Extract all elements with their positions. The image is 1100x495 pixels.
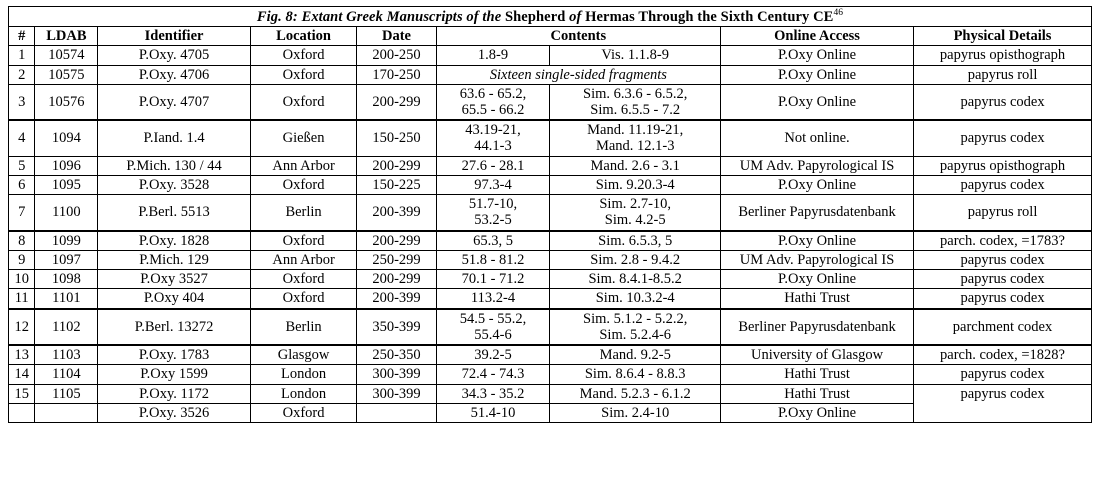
contents-description-cell: Sim. 9.20.3-4	[550, 175, 721, 194]
caption-hermas: Hermas	[585, 8, 635, 25]
ldab-link[interactable]: 1105	[52, 385, 81, 402]
location-cell: Oxford	[250, 175, 357, 194]
date-cell: 200-399	[357, 289, 436, 309]
location-cell: Oxford	[250, 84, 357, 120]
identifier-cell: P.Oxy. 4707	[98, 84, 250, 120]
table-row	[9, 175, 1092, 194]
location-cell: London	[250, 384, 357, 403]
online-access-cell	[721, 384, 914, 403]
header-online-access: Online Access	[721, 27, 914, 46]
online-access-link[interactable]: Hathi Trust	[784, 366, 850, 383]
table-row	[9, 250, 1092, 269]
header-row	[9, 27, 1092, 46]
online-access-cell	[721, 46, 914, 65]
physical-details-cell: papyrus codex	[914, 120, 1092, 156]
online-access-cell	[721, 65, 914, 84]
physical-details-cell: papyrus codex	[914, 384, 1092, 403]
header-date: Date	[357, 27, 436, 46]
table-row	[9, 403, 1092, 422]
contents-description-cell: Sim. 6.3.6 - 6.5.2, Sim. 6.5.5 - 7.2	[550, 84, 721, 120]
caption-suffix: Through the Sixth Century CE	[634, 8, 834, 25]
online-access-link[interactable]: Hathi Trust	[784, 290, 850, 307]
caption-row	[9, 7, 1092, 27]
header-ldab: LDAB	[35, 27, 98, 46]
physical-details-cell: parch. codex, =1783?	[914, 231, 1092, 251]
ldab-cell	[35, 195, 98, 231]
location-cell: Ann Arbor	[250, 156, 357, 175]
ldab-cell	[35, 309, 98, 345]
location-cell: Oxford	[250, 65, 357, 84]
online-access-link[interactable]: P.Oxy Online	[777, 404, 857, 421]
contents-reference-cell: 65.3, 5	[436, 231, 550, 251]
header-number: #	[9, 27, 35, 46]
header-identifier: Identifier	[98, 27, 250, 46]
physical-details-cell: papyrus opisthograph	[914, 46, 1092, 65]
contents-description-cell: Sim. 2.4-10	[550, 403, 721, 422]
physical-details-cell: parchment codex	[914, 309, 1092, 345]
online-access-link[interactable]: P.Oxy Online	[777, 66, 857, 83]
contents-description-cell: Mand. 5.2.3 - 6.1.2	[550, 384, 721, 403]
date-cell: 350-399	[357, 309, 436, 345]
ldab-cell	[35, 365, 98, 384]
date-cell: 200-299	[357, 270, 436, 289]
location-cell: Oxford	[250, 403, 357, 422]
online-access-link[interactable]: P.Oxy Online	[777, 93, 857, 110]
row-number: 6	[9, 175, 35, 194]
row-number: 4	[9, 120, 35, 156]
contents-description-cell: Sim. 2.8 - 9.4.2	[550, 250, 721, 269]
contents-reference-cell: 97.3-4	[436, 175, 550, 194]
ldab-cell	[35, 345, 98, 365]
table-caption	[9, 7, 1092, 27]
identifier-cell: P.Oxy. 1828	[98, 231, 250, 251]
ldab-link[interactable]: 1098	[51, 271, 81, 288]
header-physical-details: Physical Details	[914, 27, 1092, 46]
contents-description-cell: Sim. 5.1.2 - 5.2.2, Sim. 5.2.4-6	[550, 309, 721, 345]
ldab-cell	[35, 289, 98, 309]
online-access-cell	[721, 250, 914, 269]
online-access-cell	[721, 365, 914, 384]
ldab-link[interactable]: 1100	[52, 204, 81, 221]
online-access-cell	[721, 84, 914, 120]
ldab-link[interactable]: 1095	[51, 176, 81, 193]
online-access-link[interactable]: UM Adv. Papyrological IS	[739, 157, 895, 174]
online-access-cell	[721, 231, 914, 251]
contents-reference-cell: 63.6 - 65.2, 65.5 - 66.2	[436, 84, 550, 120]
online-access-link[interactable]: Hathi Trust	[784, 385, 850, 402]
identifier-cell: P.Oxy. 3526	[98, 403, 250, 422]
identifier-cell: P.Berl. 13272	[98, 309, 250, 345]
identifier-cell: P.Oxy. 1172	[98, 384, 250, 403]
contents-reference-cell: 51.7-10, 53.2-5	[436, 195, 550, 231]
physical-details-cell: parch. codex, =1828?	[914, 345, 1092, 365]
identifier-cell: P.Oxy 3527	[98, 270, 250, 289]
location-cell: Ann Arbor	[250, 250, 357, 269]
table-row	[9, 365, 1092, 384]
identifier-cell: P.Mich. 130 / 44	[98, 156, 250, 175]
date-cell: 300-399	[357, 384, 436, 403]
online-access-cell	[721, 175, 914, 194]
date-cell: 200-299	[357, 156, 436, 175]
contents-reference-cell: 113.2-4	[436, 289, 550, 309]
contents-reference-cell: 54.5 - 55.2, 55.4-6	[436, 309, 550, 345]
ldab-link[interactable]: 10575	[48, 66, 85, 83]
physical-details-cell	[914, 403, 1092, 422]
location-cell: Oxford	[250, 289, 357, 309]
contents-reference-cell: 51.4-10	[436, 403, 550, 422]
ldab-link[interactable]: 1102	[52, 318, 81, 335]
table-head	[9, 7, 1092, 46]
table-row	[9, 195, 1092, 231]
ldab-cell	[35, 270, 98, 289]
physical-details-cell: papyrus codex	[914, 175, 1092, 194]
identifier-cell: P.Oxy. 4706	[98, 65, 250, 84]
ldab-link[interactable]: 1101	[52, 290, 81, 307]
table-row	[9, 270, 1092, 289]
row-number: 3	[9, 84, 35, 120]
row-number: 15	[9, 384, 35, 403]
caption-prefix: Fig. 8: Extant Greek Manuscripts of the	[256, 8, 505, 25]
date-cell: 200-299	[357, 231, 436, 251]
header-contents: Contents	[436, 27, 720, 46]
contents-reference-cell: 27.6 - 28.1	[436, 156, 550, 175]
contents-reference-cell: 39.2-5	[436, 345, 550, 365]
row-number: 1	[9, 46, 35, 65]
contents-description-cell: Mand. 11.19-21, Mand. 12.1-3	[550, 120, 721, 156]
row-number: 5	[9, 156, 35, 175]
row-number: 12	[9, 309, 35, 345]
online-access-link[interactable]: University of Glasgow	[751, 347, 884, 364]
contents-description-cell: Sim. 6.5.3, 5	[550, 231, 721, 251]
date-cell: 170-250	[357, 65, 436, 84]
ldab-cell	[35, 403, 98, 422]
ldab-cell	[35, 156, 98, 175]
caption-of: of	[565, 8, 586, 25]
online-access-cell	[721, 195, 914, 231]
ldab-cell	[35, 65, 98, 84]
date-cell: 150-225	[357, 175, 436, 194]
contents-description-cell: Sim. 8.4.1-8.5.2	[550, 270, 721, 289]
identifier-cell: P.Oxy. 4705	[98, 46, 250, 65]
physical-details-cell: papyrus roll	[914, 195, 1092, 231]
date-cell: 200-299	[357, 84, 436, 120]
manuscripts-table	[8, 6, 1092, 423]
ldab-link[interactable]: 1099	[51, 232, 81, 249]
ldab-cell	[35, 231, 98, 251]
row-number: 2	[9, 65, 35, 84]
online-access-cell	[721, 289, 914, 309]
row-number: 11	[9, 289, 35, 309]
contents-description-cell: Vis. 1.1.8-9	[550, 46, 721, 65]
physical-details-cell: papyrus opisthograph	[914, 156, 1092, 175]
identifier-cell: P.Oxy 404	[98, 289, 250, 309]
contents-reference-cell: 51.8 - 81.2	[436, 250, 550, 269]
online-access-link[interactable]: P.Oxy Online	[777, 271, 857, 288]
contents-reference-cell: 43.19-21, 44.1-3	[436, 120, 550, 156]
identifier-cell: P.Oxy. 3528	[98, 175, 250, 194]
contents-description-cell: Mand. 2.6 - 3.1	[550, 156, 721, 175]
table-row	[9, 309, 1092, 345]
online-access-link[interactable]: Berliner Papyrusdatenbank	[738, 318, 896, 335]
contents-reference-cell: 1.8-9	[436, 46, 550, 65]
contents-span-cell: Sixteen single-sided fragments	[436, 65, 720, 84]
contents-reference-cell: 34.3 - 35.2	[436, 384, 550, 403]
table-row	[9, 345, 1092, 365]
identifier-cell: P.Oxy 1599	[98, 365, 250, 384]
online-access-cell	[721, 345, 914, 365]
contents-description-cell: Sim. 2.7-10, Sim. 4.2-5	[550, 195, 721, 231]
ldab-link[interactable]: 1104	[52, 366, 81, 383]
caption-footnote-marker: 46	[833, 8, 844, 18]
row-number	[9, 403, 35, 422]
physical-details-cell: papyrus codex	[914, 289, 1092, 309]
row-number: 14	[9, 365, 35, 384]
row-number: 13	[9, 345, 35, 365]
date-cell	[357, 403, 436, 422]
table-row	[9, 231, 1092, 251]
contents-description-cell: Mand. 9.2-5	[550, 345, 721, 365]
date-cell: 200-399	[357, 195, 436, 231]
physical-details-cell: papyrus codex	[914, 365, 1092, 384]
ldab-link[interactable]: 10574	[48, 47, 85, 64]
location-cell: Oxford	[250, 46, 357, 65]
online-access-link[interactable]: UM Adv. Papyrological IS	[739, 251, 895, 268]
ldab-link[interactable]: 1094	[51, 130, 81, 147]
location-cell: London	[250, 365, 357, 384]
location-cell: Berlin	[250, 195, 357, 231]
contents-description-cell: Sim. 10.3.2-4	[550, 289, 721, 309]
table-row	[9, 289, 1092, 309]
contents-reference-cell: 72.4 - 74.3	[436, 365, 550, 384]
location-cell: Gießen	[250, 120, 357, 156]
location-cell: Berlin	[250, 309, 357, 345]
physical-details-cell: papyrus codex	[914, 250, 1092, 269]
identifier-cell: P.Iand. 1.4	[98, 120, 250, 156]
table-row	[9, 120, 1092, 156]
table-row	[9, 384, 1092, 403]
caption-shepherd: Shepherd	[504, 8, 566, 25]
date-cell: 250-299	[357, 250, 436, 269]
ldab-link[interactable]: 1103	[52, 347, 81, 364]
ldab-cell	[35, 84, 98, 120]
date-cell: 300-399	[357, 365, 436, 384]
header-location: Location	[250, 27, 357, 46]
online-access-link[interactable]: P.Oxy Online	[777, 176, 857, 193]
location-cell: Oxford	[250, 231, 357, 251]
ldab-cell	[35, 46, 98, 65]
identifier-cell: P.Mich. 129	[98, 250, 250, 269]
online-access-link[interactable]: Berliner Papyrusdatenbank	[738, 204, 896, 221]
row-number: 10	[9, 270, 35, 289]
table-row	[9, 156, 1092, 175]
row-number: 9	[9, 250, 35, 269]
identifier-cell: P.Berl. 5513	[98, 195, 250, 231]
ldab-cell	[35, 250, 98, 269]
row-number: 8	[9, 231, 35, 251]
row-number: 7	[9, 195, 35, 231]
ldab-link[interactable]: 1096	[51, 157, 81, 174]
table-row	[9, 65, 1092, 84]
ldab-link[interactable]: 1097	[51, 251, 81, 268]
table-row	[9, 46, 1092, 65]
online-access-link[interactable]: P.Oxy Online	[777, 232, 857, 249]
online-access-cell	[721, 309, 914, 345]
online-access-link[interactable]: P.Oxy Online	[777, 47, 857, 64]
date-cell: 200-250	[357, 46, 436, 65]
table-body	[9, 46, 1092, 423]
date-cell: 150-250	[357, 120, 436, 156]
ldab-cell	[35, 384, 98, 403]
contents-reference-cell: 70.1 - 71.2	[436, 270, 550, 289]
location-cell: Glasgow	[250, 345, 357, 365]
online-access-cell	[721, 403, 914, 422]
physical-details-cell: papyrus roll	[914, 65, 1092, 84]
physical-details-cell: papyrus codex	[914, 270, 1092, 289]
physical-details-cell: papyrus codex	[914, 84, 1092, 120]
location-cell: Oxford	[250, 270, 357, 289]
identifier-cell: P.Oxy. 1783	[98, 345, 250, 365]
online-access-cell	[721, 270, 914, 289]
online-access-cell	[721, 156, 914, 175]
ldab-cell	[35, 175, 98, 194]
date-cell: 250-350	[357, 345, 436, 365]
ldab-link[interactable]: 10576	[48, 93, 85, 110]
contents-description-cell: Sim. 8.6.4 - 8.8.3	[550, 365, 721, 384]
ldab-cell	[35, 120, 98, 156]
table-row	[9, 84, 1092, 120]
online-access-cell: Not online.	[721, 120, 914, 156]
